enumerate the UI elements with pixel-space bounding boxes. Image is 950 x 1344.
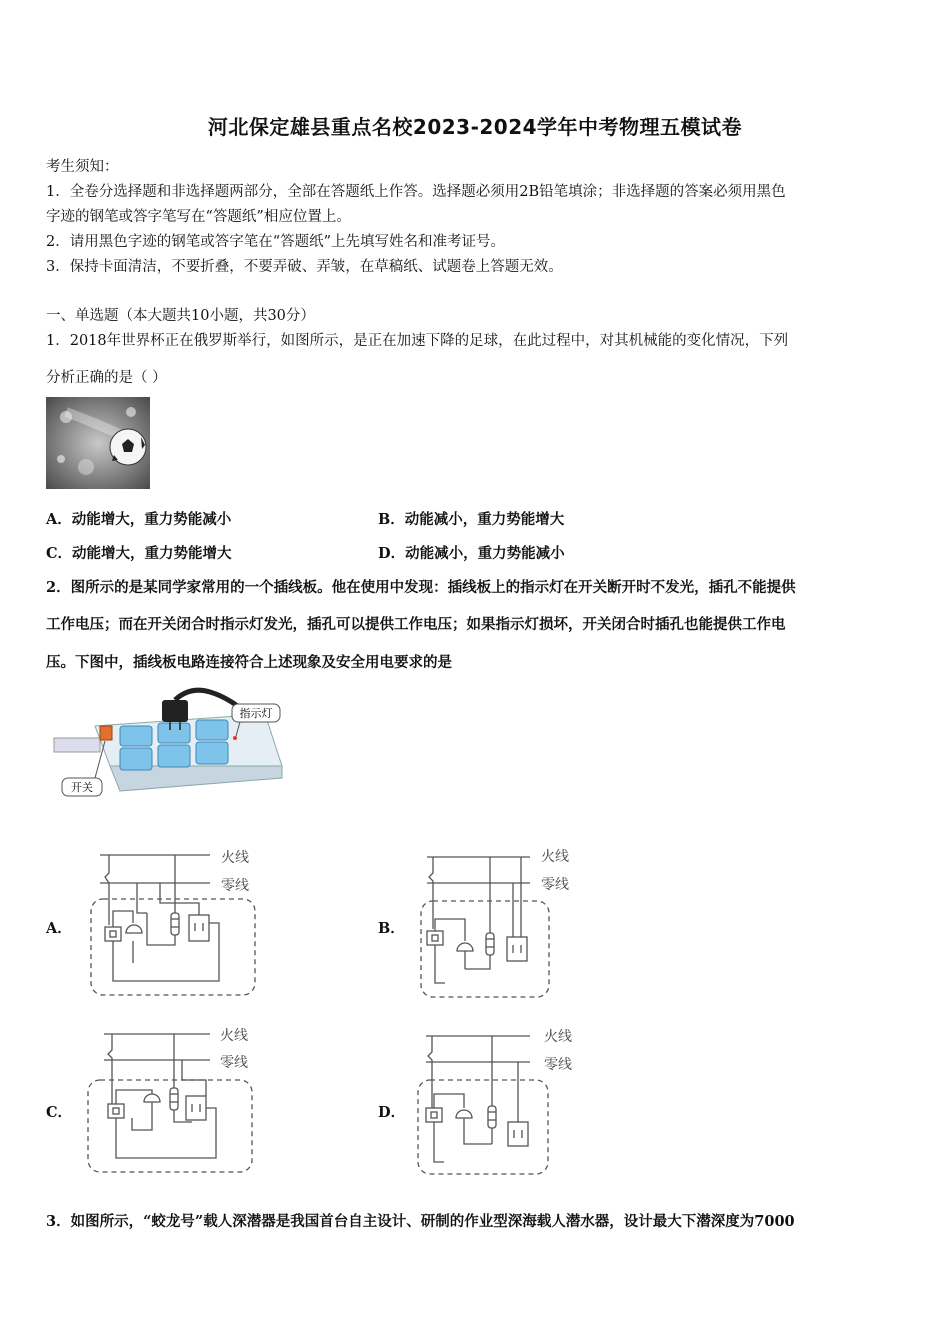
q2-option-b[interactable]: B．	[378, 920, 405, 937]
neutral-wire-label: 零线	[544, 1057, 572, 1073]
live-wire-label: 火线	[220, 1028, 248, 1044]
q2-option-c[interactable]: C．	[46, 1104, 73, 1121]
q2-option-a[interactable]: A．	[46, 920, 72, 937]
indicator-label: 指示灯	[239, 707, 273, 720]
notice-item: 2．请用黑色字迹的钢笔或答字笔在“答题纸”上先填写姓名和准考证号。	[46, 234, 506, 250]
q1-option-d[interactable]: D．动能减小，重力势能减小	[378, 545, 565, 562]
switch-label: 开关	[71, 781, 93, 794]
q1-option-b[interactable]: B．动能减小，重力势能增大	[378, 511, 565, 528]
circuit-diagram-b	[415, 843, 595, 1001]
question-2-stem: 2．图所示的是某同学家常用的一个插线板。他在使用中发现：插线板上的指示灯在开关断开时不发光，插孔不能提供	[46, 579, 796, 596]
question-1-stem-cont: 分析正确的是（ ）	[46, 370, 167, 386]
page-title: 河北保定雄县重点名校2023-2024学年中考物理五模试卷	[207, 115, 743, 139]
neutral-wire-label: 零线	[541, 877, 569, 893]
notice-item: 3．保持卡面清洁，不要折叠，不要弄破、弄皱，在草稿纸、试题卷上答题无效。	[46, 259, 563, 275]
notice-item: 字迹的钢笔或答字笔写在“答题纸”相应位置上。	[46, 209, 351, 225]
power-strip-figure	[50, 686, 290, 802]
question-2-stem-cont: 压。下图中，插线板电路连接符合上述现象及安全用电要求的是	[46, 654, 452, 671]
neutral-wire-label: 零线	[220, 1055, 248, 1071]
live-wire-label: 火线	[221, 850, 249, 866]
section-heading: 一、单选题（本大题共10小题，共30分）	[46, 308, 315, 324]
circuit-diagram-c	[82, 1022, 262, 1180]
notice-heading: 考生须知：	[46, 159, 119, 175]
soccer-ball-photo	[46, 397, 150, 489]
live-wire-label: 火线	[541, 849, 569, 865]
question-2-stem-cont: 工作电压；而在开关闭合时指示灯发光，插孔可以提供工作电压；如果指示灯损坏，开关闭合时插孔也能提供工作电	[46, 616, 786, 633]
circuit-diagram-d	[412, 1022, 592, 1180]
circuit-diagram-a	[85, 843, 265, 1001]
neutral-wire-label: 零线	[221, 878, 249, 894]
q1-option-c[interactable]: C．动能增大，重力势能增大	[46, 545, 232, 562]
q2-option-d[interactable]: D．	[378, 1104, 406, 1121]
live-wire-label: 火线	[544, 1029, 572, 1045]
notice-item: 1．全卷分选择题和非选择题两部分，全部在答题纸上作答。选择题必须用2B铅笔填涂；非选择题的答案必须用黑色	[46, 184, 786, 200]
question-3-stem: 3．如图所示，“蛟龙号”载人深潜器是我国首台自主设计、研制的作业型深海载人潜水器，设计最大下潜深度为7000	[46, 1213, 795, 1230]
q1-option-a[interactable]: A．动能增大，重力势能减小	[46, 511, 232, 528]
question-1-stem: 1．2018年世界杯正在俄罗斯举行，如图所示，是正在加速下降的足球，在此过程中，对其机械能的变化情况，下列	[46, 333, 789, 349]
